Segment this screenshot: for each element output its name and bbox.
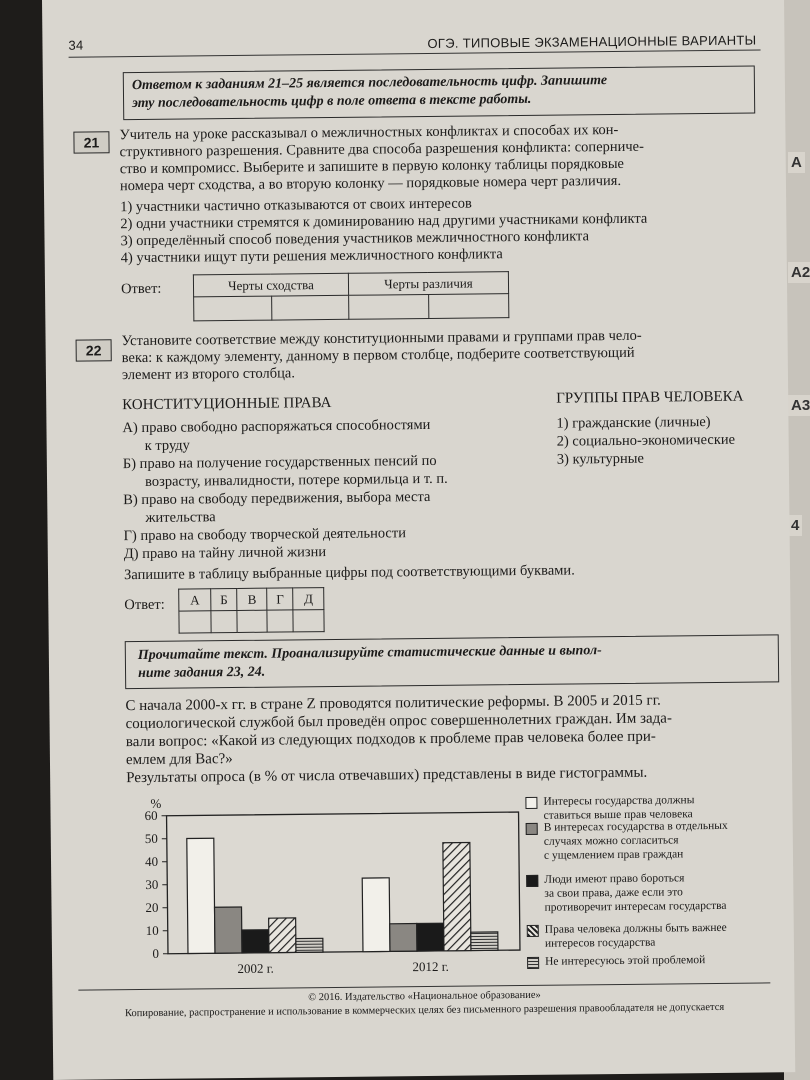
bar — [443, 842, 471, 950]
answer-cell[interactable] — [194, 296, 272, 321]
legend-text: Люди имеют право бороться — [544, 872, 685, 886]
category-label: 2002 г. — [237, 960, 274, 977]
text-line: ство и компромисс. Выберите и запишите в первую колонку таблицы порядковые — [119, 155, 625, 178]
bar — [417, 923, 444, 951]
text-line: Учитель на уроке рассказывал о межличностных конфликтах и способах их кон- — [119, 121, 619, 144]
instruction-line: Ответом к заданиям 21–25 является последовательность цифр. Запишите — [131, 73, 608, 94]
letter-cell: Г — [267, 588, 294, 610]
y-axis-label: % — [150, 795, 162, 811]
text-line: века: к каждому элементу, данному в первом столбце, подберите соответствующий — [121, 344, 635, 367]
letter-cell: Б — [211, 588, 237, 610]
text-line: структивного разрешения. Сравните два способа разрешения конфликта: соперниче- — [119, 138, 644, 161]
legend-text: Права человека должны быть важнее — [544, 921, 727, 936]
footer-copyright: © 2016. Издательство «Национальное образование» — [308, 989, 541, 1004]
right-item-cont: возрасту, инвалидности, потере кормильца и т. п. — [144, 470, 448, 490]
text-line: номера черт сходства, а во вторую колонку — порядковые номера черт различия. — [119, 172, 622, 195]
instruction-box — [123, 66, 755, 121]
task21-options — [120, 192, 771, 267]
groups-list — [556, 413, 735, 469]
legend-item — [543, 793, 694, 823]
y-tick-label: 60 — [144, 807, 158, 823]
right-item: В) право на свободу передвижения, выбора места — [123, 488, 431, 509]
legend-swatch — [525, 797, 537, 809]
instruction-line: эту последовательность цифр в поле ответа в тексте работы. — [132, 91, 532, 112]
answer-label: Ответ: — [120, 280, 162, 298]
page-number: 34 — [68, 37, 84, 53]
exam-page — [42, 0, 795, 1080]
bar — [269, 918, 296, 953]
answer-cell[interactable] — [429, 294, 509, 319]
option-item: 4) участники ищут пути решения межличностного конфликта — [120, 246, 503, 267]
answer-cell[interactable] — [179, 611, 211, 633]
header-rule — [69, 49, 761, 57]
rights-list — [122, 415, 521, 563]
task22-instruction: Запишите в таблицу выбранные цифры под соответствующими буквами. — [123, 562, 575, 584]
column-header-difference: Черты различия — [348, 272, 508, 296]
instruction-box — [125, 634, 779, 689]
task-number-22: 22 — [76, 339, 112, 361]
right-item-cont: жительства — [145, 509, 216, 526]
bar — [242, 930, 269, 953]
right-item: Г) право на свободу творческой деятельности — [123, 525, 407, 545]
legend-text: противоречит интересам государства — [544, 899, 727, 914]
y-tick-label: 20 — [145, 899, 159, 915]
legend-text: Интересы государства должны — [543, 794, 695, 808]
bar — [390, 924, 417, 952]
answer-cell[interactable] — [237, 610, 267, 632]
bar — [215, 907, 242, 953]
page-title: ОГЭ. ТИПОВЫЕ ЭКЗАМЕНАЦИОННЫЕ ВАРИАНТЫ — [427, 32, 757, 51]
right-item: Д) право на тайну личной жизни — [123, 544, 327, 563]
category-label: 2012 г. — [412, 958, 449, 975]
group-item: 3) культурные — [556, 450, 644, 468]
chart-legend — [525, 792, 787, 980]
legend-item — [545, 953, 705, 969]
legend-text: В интересах государства в отдельных — [543, 819, 728, 834]
passage — [125, 690, 776, 787]
legend-swatch — [527, 957, 539, 969]
answer-cell[interactable] — [293, 610, 324, 632]
legend-item — [544, 819, 728, 863]
text-line: элемент из второго столбца. — [121, 365, 296, 384]
legend-swatch — [526, 875, 538, 887]
passage-line: социологической службой был проведён опрос совершеннолетних граждан. Им зада- — [125, 710, 673, 733]
bar — [471, 932, 498, 951]
legend-swatch — [526, 823, 538, 835]
edge-label: А3 — [788, 395, 810, 416]
task21-answer-table — [193, 271, 509, 321]
group-item: 1) гражданские (личные) — [556, 414, 711, 432]
legend-item — [545, 921, 727, 951]
histogram-chart — [126, 785, 528, 979]
bar — [296, 938, 323, 952]
instruction-line: ните задания 23, 24. — [137, 664, 266, 682]
column-header-similarity: Черты сходства — [193, 273, 348, 297]
edge-label: А2 — [788, 262, 810, 283]
y-tick-label: 0 — [152, 945, 160, 961]
bar — [362, 878, 390, 952]
letter-cell: В — [237, 588, 267, 610]
option-item: 1) участники частично отказываются от своих интересов — [120, 195, 472, 216]
legend-text: за свои права, даже если это — [544, 886, 683, 900]
edge-label: А — [788, 152, 805, 173]
group-item: 2) социально-экономические — [556, 431, 736, 450]
rights-heading: КОНСТИТУЦИОННЫЕ ПРАВА — [122, 394, 332, 414]
legend-item — [544, 871, 726, 915]
y-tick-label: 30 — [145, 876, 159, 892]
legend-swatch — [527, 925, 539, 937]
option-item: 3) определённый способ поведения участников межличностного конфликта — [120, 228, 590, 250]
legend-text: ставиться выше прав человека — [543, 808, 693, 822]
task22-answer-table — [178, 587, 324, 634]
task-number-21: 21 — [73, 131, 109, 153]
y-tick-label: 40 — [144, 853, 159, 869]
answer-cell[interactable] — [271, 295, 349, 320]
right-item: А) право свободно распоряжаться способностями — [122, 416, 431, 437]
bar — [187, 838, 215, 953]
answer-cell[interactable] — [267, 610, 294, 632]
right-item-cont: к труду — [144, 437, 190, 454]
text-line: Установите соответствие между конституционными правами и группами прав чело- — [121, 327, 642, 350]
legend-text: Не интересуюсь этой проблемой — [545, 954, 706, 968]
y-tick-label: 50 — [144, 830, 158, 846]
option-item: 2) одни участники стремятся к доминированию над другими участниками конфликта — [120, 210, 648, 233]
answer-cell[interactable] — [211, 610, 237, 632]
task22-text — [121, 326, 761, 384]
instruction-line: Прочитайте текст. Проанализируйте статистические данные и выпол- — [137, 643, 602, 664]
letter-cell: А — [179, 589, 211, 611]
answer-label: Ответ: — [124, 596, 165, 614]
legend-text: с ущемлением прав граждан — [543, 848, 684, 862]
passage-line: вали вопрос: «Какой из следующих подходов к проблеме прав человека более при- — [125, 728, 656, 751]
right-item: Б) право на получение государственных пенсий по — [122, 452, 437, 473]
y-tick-label: 10 — [145, 922, 159, 938]
passage-line: С начала 2000-х гг. в стране Z проводятся политические реформы. В 2005 и 2015 гг. — [125, 692, 661, 715]
legend-text: интересов государства — [544, 936, 656, 950]
answer-cell[interactable] — [349, 294, 429, 319]
task21-text — [119, 120, 760, 195]
footer-notice: Копирование, распространение и использование в коммерческих целях без письменного разрешения правообладателя не допускается — [124, 1001, 725, 1020]
edge-label: 4 — [788, 515, 802, 536]
groups-heading: ГРУППЫ ПРАВ ЧЕЛОВЕКА — [556, 388, 744, 407]
passage-line: Результаты опроса (в % от числа отвечавших) представлены в виде гистограммы. — [126, 764, 648, 787]
letter-cell: Д — [293, 588, 324, 610]
legend-text: случаях можно согласиться — [543, 834, 679, 848]
passage-line: емлем для Вас?» — [125, 751, 233, 769]
